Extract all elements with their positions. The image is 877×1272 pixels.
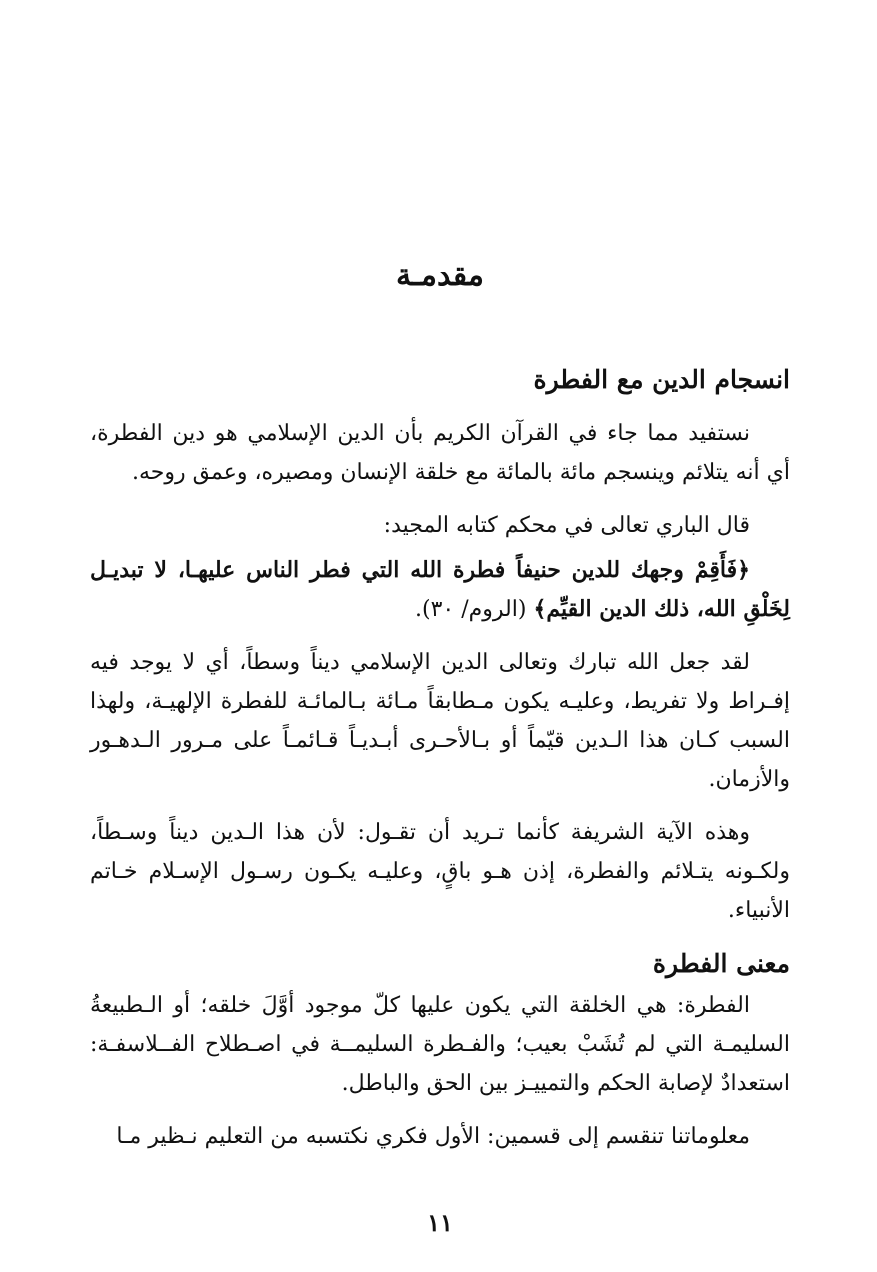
verse-reference: (الروم/ ٣٠). (415, 597, 534, 622)
section-heading-harmony: انسجام الدين مع الفطرة (533, 365, 790, 394)
paragraph-moderation: لقد جعل الله تبارك وتعالى الدين الإسلامي ديناً وسطاً، أي لا يوجد فيه إفـراط ولا تفريط، وعليـه يكون مـطابقاً مـائة بـالمائـة للفطرة الإلهيـة، ولهذا السبب كـان هذا الـدين قيّماً أو بـالأحـرى أبـديـاً قـائمـاً على مـرور الـدهـور والأزمان. (90, 650, 790, 792)
page-content (90, 360, 790, 1170)
section-heading-meaning: معنى الفطرة (652, 949, 790, 978)
paragraph-knowledge: معلوماتنا تنقسم إلى قسمين: الأول فكري نكتسبه من التعليم نـظير مـا (116, 1124, 750, 1149)
paragraph-intro: نستفيد مما جاء في القرآن الكريم بأن الدين الإسلامي هو دين الفطرة، أي أنه يتلائم وينسجم مائة بالمائة مع خلقة الإنسان ومصيره، وعمق روحه. (90, 421, 790, 485)
paragraph-quote-lead: قال الباري تعالى في محكم كتابه المجيد: (383, 513, 750, 538)
quran-verse: ﴿فَأَقِمْ وجهك للدين حنيفاً فطرة الله التي فطر الناس عليهـا، لا تبديـل لِخَلْقِ الله، ذلك الدين القيِّم﴾ (90, 557, 790, 622)
book-page (90, 0, 790, 1272)
paragraph-fitra-definition: الفطرة: هي الخلقة التي يكون عليها كلّ موجود أوَّلَ خلقه؛ أو الـطبيعةُ السليمـة التي لم تُشَبْ بعيب؛ والفـطرة السليمــة في اصـطلاح الفــلاسفـة: استعدادٌ لإصابة الحكم والتمييـز بين الحق والباطل. (90, 993, 790, 1096)
paragraph-verse-meaning: وهذه الآية الشريفة كأنما تـريد أن تقـول: لأن هذا الـدين ديناً وسـطاً، ولكـونه يتـلائم والفطرة، إذن هـو باقٍ، وعليـه يكـون رسـول الإسـلام خـاتم الأنبياء. (90, 820, 790, 923)
page-number: ١١ (427, 1208, 453, 1237)
page-title: مقدمـة (396, 258, 484, 293)
paragraph-verse (90, 551, 790, 629)
